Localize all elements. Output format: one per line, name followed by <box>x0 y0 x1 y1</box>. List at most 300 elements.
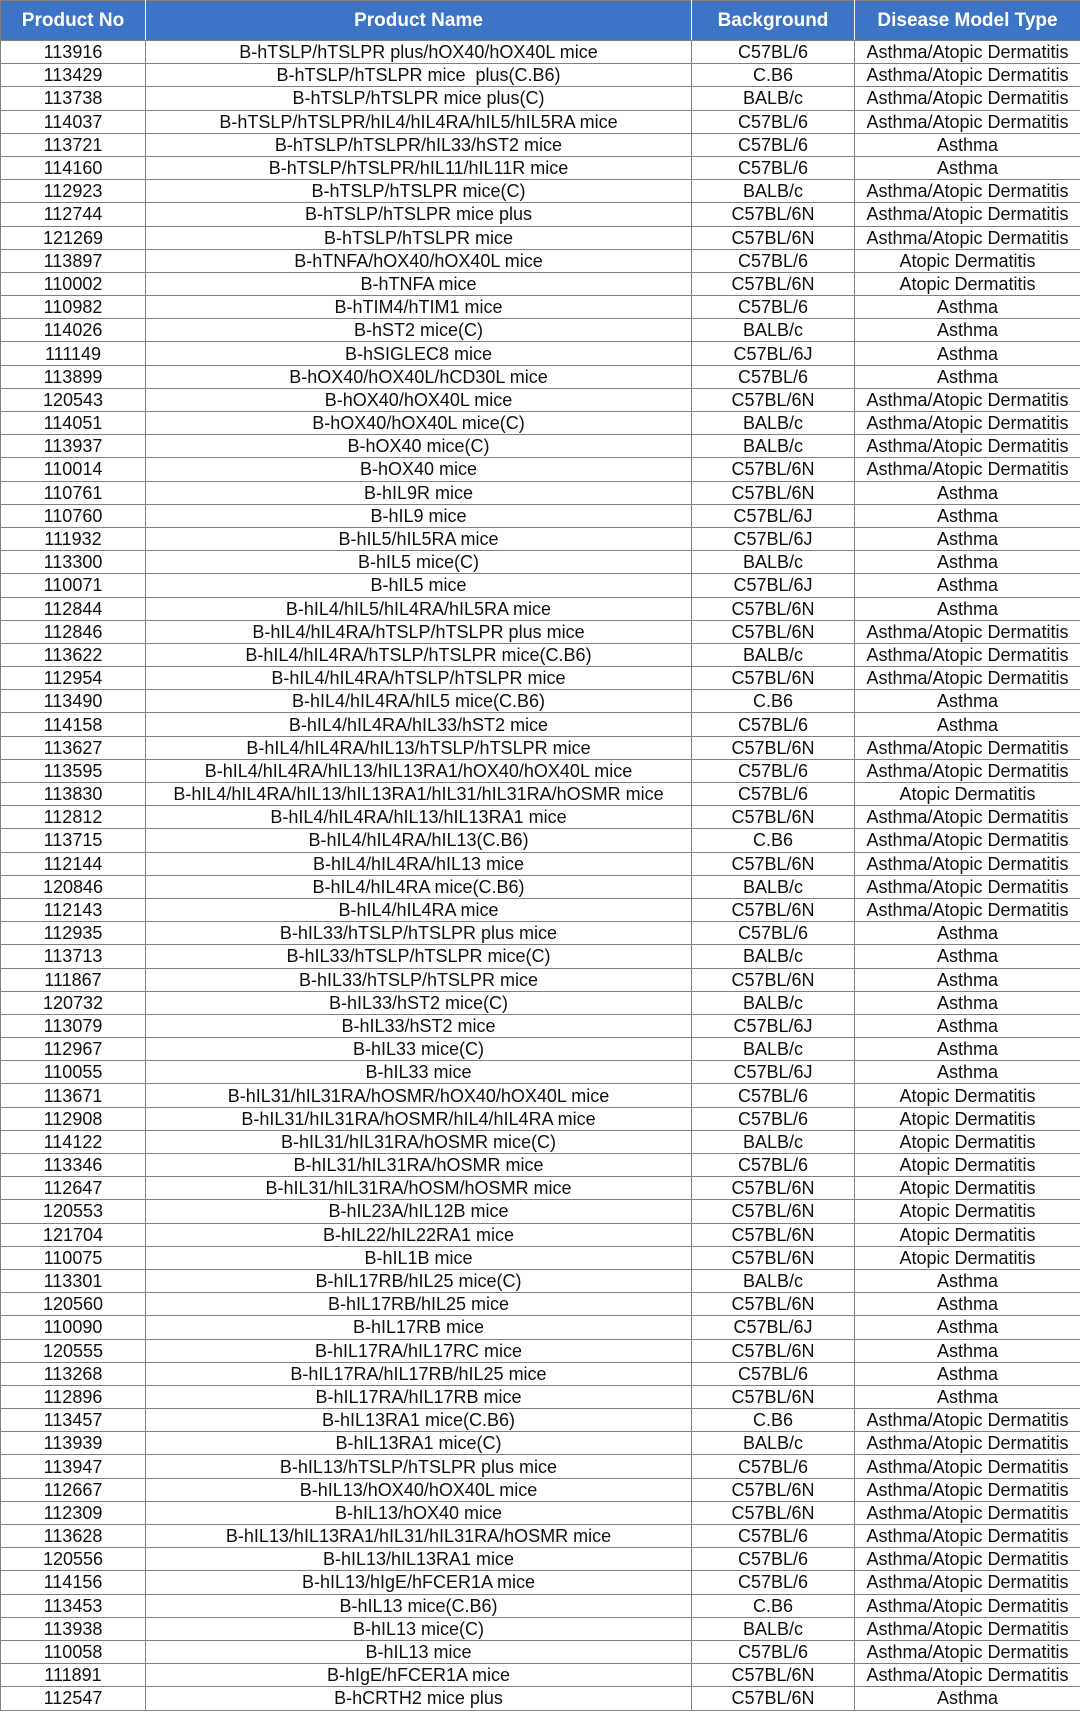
product-name-cell: B-hIL31/hIL31RA/hOSM/hOSMR mice <box>146 1177 692 1200</box>
background-cell: C57BL/6J <box>692 342 855 365</box>
disease-model-type-cell: Asthma <box>855 319 1080 342</box>
disease-model-type-cell: Asthma <box>855 296 1080 319</box>
product-no-cell: 113301 <box>1 1269 146 1292</box>
disease-model-type-cell: Atopic Dermatitis <box>855 1200 1080 1223</box>
disease-model-type-cell: Asthma/Atopic Dermatitis <box>855 852 1080 875</box>
background-cell: C57BL/6 <box>692 41 855 64</box>
product-no-cell: 111932 <box>1 527 146 550</box>
header-row <box>1 1 1080 41</box>
table-row <box>1 1316 1080 1339</box>
table-row <box>1 1130 1080 1153</box>
disease-model-type-cell: Asthma <box>855 365 1080 388</box>
table-row <box>1 1640 1080 1663</box>
product-name-cell: B-hIL13/hTSLP/hTSLPR plus mice <box>146 1455 692 1478</box>
product-name-cell: B-hIL13RA1 mice(C) <box>146 1432 692 1455</box>
product-name-cell: B-hTSLP/hTSLPR plus/hOX40/hOX40L mice <box>146 41 692 64</box>
disease-model-type-cell: Asthma/Atopic Dermatitis <box>855 1432 1080 1455</box>
background-cell: C57BL/6 <box>692 1525 855 1548</box>
product-no-cell: 112143 <box>1 898 146 921</box>
product-no-cell: 110982 <box>1 296 146 319</box>
background-cell: C57BL/6N <box>692 1385 855 1408</box>
disease-model-type-cell: Asthma <box>855 1061 1080 1084</box>
product-no-cell: 112923 <box>1 180 146 203</box>
product-name-cell: B-hTSLP/hTSLPR/hIL4/hIL4RA/hIL5/hIL5RA mice <box>146 110 692 133</box>
disease-model-type-cell: Atopic Dermatitis <box>855 1084 1080 1107</box>
product-no-cell: 113938 <box>1 1617 146 1640</box>
background-cell: C57BL/6 <box>692 156 855 179</box>
background-cell: C57BL/6N <box>692 1246 855 1269</box>
background-cell: C57BL/6 <box>692 296 855 319</box>
background-cell: BALB/c <box>692 991 855 1014</box>
table-row <box>1 806 1080 829</box>
table-row <box>1 1269 1080 1292</box>
product-name-cell: B-hIL33/hTSLP/hTSLPR mice(C) <box>146 945 692 968</box>
background-cell: C57BL/6N <box>692 388 855 411</box>
disease-model-type-cell: Atopic Dermatitis <box>855 1223 1080 1246</box>
background-cell: C57BL/6 <box>692 759 855 782</box>
disease-model-type-cell: Atopic Dermatitis <box>855 783 1080 806</box>
product-name-cell: B-hIL33/hST2 mice <box>146 1014 692 1037</box>
product-no-cell: 113453 <box>1 1594 146 1617</box>
disease-model-type-cell: Asthma/Atopic Dermatitis <box>855 643 1080 666</box>
background-cell: C57BL/6 <box>692 1640 855 1663</box>
background-cell: C57BL/6 <box>692 133 855 156</box>
product-name-cell: B-hIL17RB mice <box>146 1316 692 1339</box>
background-cell: C57BL/6 <box>692 249 855 272</box>
product-no-cell: 114158 <box>1 713 146 736</box>
background-cell: C57BL/6N <box>692 597 855 620</box>
background-cell: C57BL/6J <box>692 1061 855 1084</box>
table-row <box>1 249 1080 272</box>
table-row <box>1 829 1080 852</box>
product-name-cell: B-hCRTH2 mice plus <box>146 1687 692 1710</box>
product-name-cell: B-hIL4/hIL4RA mice <box>146 898 692 921</box>
table-row <box>1 643 1080 666</box>
product-name-cell: B-hIL9R mice <box>146 481 692 504</box>
disease-model-type-cell: Asthma <box>855 1362 1080 1385</box>
product-no-cell: 113671 <box>1 1084 146 1107</box>
disease-model-type-cell: Asthma/Atopic Dermatitis <box>855 1664 1080 1687</box>
table-row <box>1 1409 1080 1432</box>
product-name-cell: B-hIL4/hIL4RA/hIL13/hIL13RA1/hIL31/hIL31RA/hOSMR mice <box>146 783 692 806</box>
product-no-cell: 120553 <box>1 1200 146 1223</box>
disease-model-type-cell: Atopic Dermatitis <box>855 1154 1080 1177</box>
table-row <box>1 1223 1080 1246</box>
product-no-cell: 121704 <box>1 1223 146 1246</box>
table-row <box>1 435 1080 458</box>
disease-model-type-cell: Atopic Dermatitis <box>855 272 1080 295</box>
product-name-cell: B-hTSLP/hTSLPR mice plus <box>146 203 692 226</box>
background-cell: C.B6 <box>692 1594 855 1617</box>
disease-model-type-cell: Asthma <box>855 690 1080 713</box>
table-row <box>1 1339 1080 1362</box>
product-no-cell: 120732 <box>1 991 146 1014</box>
table-row <box>1 156 1080 179</box>
table-row <box>1 574 1080 597</box>
disease-model-type-cell: Asthma/Atopic Dermatitis <box>855 226 1080 249</box>
product-name-cell: B-hIL33 mice(C) <box>146 1038 692 1061</box>
product-no-cell: 120555 <box>1 1339 146 1362</box>
table-body <box>1 41 1080 1711</box>
product-name-cell: B-hIL13/hOX40 mice <box>146 1501 692 1524</box>
disease-model-type-cell: Asthma/Atopic Dermatitis <box>855 64 1080 87</box>
product-name-cell: B-hIL13 mice(C.B6) <box>146 1594 692 1617</box>
background-cell: C57BL/6 <box>692 1084 855 1107</box>
table-row <box>1 87 1080 110</box>
background-cell: C57BL/6N <box>692 806 855 829</box>
product-no-cell: 111867 <box>1 968 146 991</box>
table-row <box>1 1687 1080 1710</box>
disease-model-type-cell: Asthma/Atopic Dermatitis <box>855 1594 1080 1617</box>
product-no-cell: 112846 <box>1 620 146 643</box>
background-cell: C57BL/6N <box>692 1687 855 1710</box>
background-cell: C57BL/6N <box>692 736 855 759</box>
table-row <box>1 342 1080 365</box>
product-name-cell: B-hTSLP/hTSLPR/hIL33/hST2 mice <box>146 133 692 156</box>
disease-model-type-cell: Asthma/Atopic Dermatitis <box>855 87 1080 110</box>
table-row <box>1 759 1080 782</box>
product-no-cell: 113830 <box>1 783 146 806</box>
disease-model-type-cell: Asthma <box>855 1293 1080 1316</box>
product-no-cell: 120846 <box>1 875 146 898</box>
product-no-cell: 111149 <box>1 342 146 365</box>
product-no-cell: 113897 <box>1 249 146 272</box>
product-name-cell: B-hIL4/hIL4RA/hIL33/hST2 mice <box>146 713 692 736</box>
disease-model-type-cell: Asthma <box>855 991 1080 1014</box>
product-no-cell: 112812 <box>1 806 146 829</box>
background-cell: C.B6 <box>692 1409 855 1432</box>
product-no-cell: 114051 <box>1 412 146 435</box>
disease-model-type-cell: Asthma <box>855 597 1080 620</box>
table-header <box>1 1 1080 41</box>
product-name-cell: B-hIL5 mice <box>146 574 692 597</box>
table-row <box>1 1293 1080 1316</box>
product-name-cell: B-hIL4/hIL4RA/hIL13/hIL13RA1 mice <box>146 806 692 829</box>
table-row <box>1 412 1080 435</box>
background-cell: C57BL/6 <box>692 922 855 945</box>
table-row <box>1 133 1080 156</box>
column-header-product-no: Product No <box>1 1 146 41</box>
background-cell: C57BL/6N <box>692 481 855 504</box>
product-no-cell: 111891 <box>1 1664 146 1687</box>
product-no-cell: 121269 <box>1 226 146 249</box>
background-cell: C57BL/6N <box>692 1177 855 1200</box>
product-name-cell: B-hIL31/hIL31RA/hOSMR/hOX40/hOX40L mice <box>146 1084 692 1107</box>
product-name-cell: B-hST2 mice(C) <box>146 319 692 342</box>
background-cell: C57BL/6N <box>692 968 855 991</box>
product-no-cell: 113715 <box>1 829 146 852</box>
table-row <box>1 1177 1080 1200</box>
disease-model-type-cell: Asthma <box>855 1339 1080 1362</box>
background-cell: C57BL/6N <box>692 1664 855 1687</box>
disease-model-type-cell: Asthma/Atopic Dermatitis <box>855 1455 1080 1478</box>
table-row <box>1 991 1080 1014</box>
product-no-cell: 113721 <box>1 133 146 156</box>
product-no-cell: 113300 <box>1 551 146 574</box>
disease-model-type-cell: Asthma/Atopic Dermatitis <box>855 388 1080 411</box>
table-row <box>1 1594 1080 1617</box>
product-no-cell: 112744 <box>1 203 146 226</box>
disease-model-type-cell: Asthma/Atopic Dermatitis <box>855 1640 1080 1663</box>
table-row <box>1 852 1080 875</box>
product-name-cell: B-hIL13RA1 mice(C.B6) <box>146 1409 692 1432</box>
product-no-cell: 120560 <box>1 1293 146 1316</box>
product-name-cell: B-hIL17RA/hIL17RC mice <box>146 1339 692 1362</box>
table-row <box>1 875 1080 898</box>
table-row <box>1 922 1080 945</box>
product-name-cell: B-hIL33/hTSLP/hTSLPR plus mice <box>146 922 692 945</box>
product-name-cell: B-hIL23A/hIL12B mice <box>146 1200 692 1223</box>
table-row <box>1 1246 1080 1269</box>
table-row <box>1 1432 1080 1455</box>
product-no-cell: 112309 <box>1 1501 146 1524</box>
product-name-cell: B-hTNFA mice <box>146 272 692 295</box>
product-no-cell: 110002 <box>1 272 146 295</box>
table-row <box>1 551 1080 574</box>
table-row <box>1 527 1080 550</box>
table-row <box>1 1525 1080 1548</box>
background-cell: BALB/c <box>692 643 855 666</box>
product-no-cell: 113268 <box>1 1362 146 1385</box>
product-no-cell: 112144 <box>1 852 146 875</box>
table-row <box>1 458 1080 481</box>
table-row <box>1 690 1080 713</box>
table-row <box>1 180 1080 203</box>
column-header-disease-model-type: Disease Model Type <box>855 1 1080 41</box>
product-no-cell: 112908 <box>1 1107 146 1130</box>
product-no-cell: 113937 <box>1 435 146 458</box>
disease-model-type-cell: Asthma/Atopic Dermatitis <box>855 620 1080 643</box>
product-no-cell: 113457 <box>1 1409 146 1432</box>
background-cell: C57BL/6J <box>692 504 855 527</box>
disease-model-type-cell: Asthma/Atopic Dermatitis <box>855 829 1080 852</box>
table-row <box>1 1362 1080 1385</box>
product-name-cell: B-hIL4/hIL4RA/hTSLP/hTSLPR mice(C.B6) <box>146 643 692 666</box>
product-no-cell: 110058 <box>1 1640 146 1663</box>
product-name-cell: B-hOX40 mice(C) <box>146 435 692 458</box>
product-name-cell: B-hIL5 mice(C) <box>146 551 692 574</box>
product-no-cell: 113429 <box>1 64 146 87</box>
background-cell: C57BL/6 <box>692 110 855 133</box>
disease-model-type-cell: Atopic Dermatitis <box>855 1177 1080 1200</box>
background-cell: C57BL/6N <box>692 1293 855 1316</box>
disease-model-type-cell: Asthma/Atopic Dermatitis <box>855 806 1080 829</box>
table-row <box>1 783 1080 806</box>
disease-model-type-cell: Asthma/Atopic Dermatitis <box>855 875 1080 898</box>
product-name-cell: B-hIL31/hIL31RA/hOSMR/hIL4/hIL4RA mice <box>146 1107 692 1130</box>
disease-model-type-cell: Asthma <box>855 1385 1080 1408</box>
disease-model-type-cell: Asthma/Atopic Dermatitis <box>855 412 1080 435</box>
table-row <box>1 1154 1080 1177</box>
product-name-cell: B-hIL4/hIL5/hIL4RA/hIL5RA mice <box>146 597 692 620</box>
product-no-cell: 113627 <box>1 736 146 759</box>
product-no-cell: 110761 <box>1 481 146 504</box>
background-cell: C57BL/6N <box>692 1478 855 1501</box>
disease-model-type-cell: Asthma <box>855 968 1080 991</box>
product-name-cell: B-hTSLP/hTSLPR/hIL11/hIL11R mice <box>146 156 692 179</box>
disease-model-type-cell: Asthma <box>855 481 1080 504</box>
product-no-cell: 113899 <box>1 365 146 388</box>
background-cell: C57BL/6 <box>692 365 855 388</box>
table-row <box>1 1084 1080 1107</box>
product-no-cell: 110014 <box>1 458 146 481</box>
background-cell: C.B6 <box>692 690 855 713</box>
product-name-cell: B-hOX40 mice <box>146 458 692 481</box>
product-name-cell: B-hIL17RA/hIL17RB mice <box>146 1385 692 1408</box>
disease-model-type-cell: Asthma/Atopic Dermatitis <box>855 667 1080 690</box>
product-name-cell: B-hIL13/hIgE/hFCER1A mice <box>146 1571 692 1594</box>
product-no-cell: 120543 <box>1 388 146 411</box>
product-name-cell: B-hIL17RB/hIL25 mice(C) <box>146 1269 692 1292</box>
disease-model-type-cell: Atopic Dermatitis <box>855 1130 1080 1153</box>
background-cell: C57BL/6N <box>692 1200 855 1223</box>
background-cell: BALB/c <box>692 435 855 458</box>
table-row <box>1 1061 1080 1084</box>
product-name-cell: B-hIL13/hOX40/hOX40L mice <box>146 1478 692 1501</box>
table-row <box>1 110 1080 133</box>
disease-model-type-cell: Asthma/Atopic Dermatitis <box>855 110 1080 133</box>
product-no-cell: 112954 <box>1 667 146 690</box>
product-name-cell: B-hIL9 mice <box>146 504 692 527</box>
background-cell: C.B6 <box>692 64 855 87</box>
disease-model-type-cell: Asthma <box>855 1269 1080 1292</box>
background-cell: BALB/c <box>692 1269 855 1292</box>
disease-model-type-cell: Asthma <box>855 527 1080 550</box>
product-no-cell: 112667 <box>1 1478 146 1501</box>
background-cell: C57BL/6J <box>692 527 855 550</box>
background-cell: C57BL/6N <box>692 667 855 690</box>
product-name-cell: B-hIL5/hIL5RA mice <box>146 527 692 550</box>
product-no-cell: 110071 <box>1 574 146 597</box>
disease-model-type-cell: Asthma/Atopic Dermatitis <box>855 41 1080 64</box>
disease-model-type-cell: Asthma/Atopic Dermatitis <box>855 1548 1080 1571</box>
product-name-cell: B-hIL17RB/hIL25 mice <box>146 1293 692 1316</box>
table-row <box>1 481 1080 504</box>
background-cell: C57BL/6 <box>692 1107 855 1130</box>
product-name-cell: B-hIL13 mice <box>146 1640 692 1663</box>
product-name-cell: B-hIL33/hST2 mice(C) <box>146 991 692 1014</box>
background-cell: BALB/c <box>692 945 855 968</box>
table-row <box>1 1038 1080 1061</box>
disease-model-type-cell: Asthma/Atopic Dermatitis <box>855 203 1080 226</box>
column-header-product-name: Product Name <box>146 1 692 41</box>
product-name-cell: B-hTNFA/hOX40/hOX40L mice <box>146 249 692 272</box>
table-row <box>1 597 1080 620</box>
product-no-cell: 114037 <box>1 110 146 133</box>
product-no-cell: 114156 <box>1 1571 146 1594</box>
disease-model-type-cell: Asthma <box>855 945 1080 968</box>
table-row <box>1 1664 1080 1687</box>
table-row <box>1 41 1080 64</box>
product-no-cell: 110075 <box>1 1246 146 1269</box>
table-row <box>1 272 1080 295</box>
product-name-cell: B-hIL17RA/hIL17RB/hIL25 mice <box>146 1362 692 1385</box>
background-cell: C57BL/6N <box>692 898 855 921</box>
product-name-cell: B-hTSLP/hTSLPR mice <box>146 226 692 249</box>
disease-model-type-cell: Asthma <box>855 1687 1080 1710</box>
background-cell: BALB/c <box>692 1130 855 1153</box>
product-no-cell: 113738 <box>1 87 146 110</box>
product-name-cell: B-hIL4/hIL4RA/hIL13/hIL13RA1/hOX40/hOX40L mice <box>146 759 692 782</box>
product-name-cell: B-hIL31/hIL31RA/hOSMR mice <box>146 1154 692 1177</box>
disease-model-type-cell: Asthma/Atopic Dermatitis <box>855 458 1080 481</box>
product-no-cell: 112935 <box>1 922 146 945</box>
background-cell: C57BL/6N <box>692 852 855 875</box>
background-cell: C57BL/6N <box>692 1501 855 1524</box>
product-name-cell: B-hIL4/hIL4RA/hIL5 mice(C.B6) <box>146 690 692 713</box>
table-row <box>1 713 1080 736</box>
background-cell: C.B6 <box>692 829 855 852</box>
background-cell: BALB/c <box>692 180 855 203</box>
disease-model-type-cell: Asthma <box>855 574 1080 597</box>
table-row <box>1 945 1080 968</box>
table-row <box>1 365 1080 388</box>
background-cell: BALB/c <box>692 875 855 898</box>
product-no-cell: 110055 <box>1 1061 146 1084</box>
background-cell: C57BL/6 <box>692 783 855 806</box>
background-cell: C57BL/6J <box>692 1316 855 1339</box>
disease-model-type-cell: Asthma/Atopic Dermatitis <box>855 759 1080 782</box>
background-cell: BALB/c <box>692 87 855 110</box>
disease-model-type-cell: Asthma/Atopic Dermatitis <box>855 1409 1080 1432</box>
product-name-cell: B-hTSLP/hTSLPR mice plus(C) <box>146 87 692 110</box>
table-row <box>1 898 1080 921</box>
table-row <box>1 968 1080 991</box>
background-cell: BALB/c <box>692 412 855 435</box>
product-name-cell: B-hIL4/hIL4RA/hIL13 mice <box>146 852 692 875</box>
table-row <box>1 1571 1080 1594</box>
background-cell: BALB/c <box>692 1617 855 1640</box>
disease-model-type-cell: Asthma/Atopic Dermatitis <box>855 1525 1080 1548</box>
product-name-cell: B-hIL4/hIL4RA/hIL13/hTSLP/hTSLPR mice <box>146 736 692 759</box>
background-cell: C57BL/6N <box>692 1339 855 1362</box>
product-no-cell: 113628 <box>1 1525 146 1548</box>
disease-model-type-cell: Atopic Dermatitis <box>855 1246 1080 1269</box>
background-cell: C57BL/6 <box>692 1455 855 1478</box>
disease-model-type-cell: Asthma/Atopic Dermatitis <box>855 1617 1080 1640</box>
product-name-cell: B-hIL4/hIL4RA/hTSLP/hTSLPR plus mice <box>146 620 692 643</box>
disease-model-type-cell: Asthma/Atopic Dermatitis <box>855 1478 1080 1501</box>
table-row <box>1 736 1080 759</box>
disease-model-type-cell: Asthma <box>855 133 1080 156</box>
disease-model-type-cell: Atopic Dermatitis <box>855 1107 1080 1130</box>
background-cell: C57BL/6J <box>692 1014 855 1037</box>
disease-model-type-cell: Asthma <box>855 551 1080 574</box>
product-no-cell: 114122 <box>1 1130 146 1153</box>
background-cell: BALB/c <box>692 1038 855 1061</box>
product-name-cell: B-hTSLP/hTSLPR mice plus(C.B6) <box>146 64 692 87</box>
product-no-cell: 112547 <box>1 1687 146 1710</box>
table-row <box>1 203 1080 226</box>
product-name-cell: B-hIL4/hIL4RA/hIL13(C.B6) <box>146 829 692 852</box>
background-cell: C57BL/6 <box>692 713 855 736</box>
table-row <box>1 1478 1080 1501</box>
background-cell: BALB/c <box>692 319 855 342</box>
background-cell: C57BL/6 <box>692 1154 855 1177</box>
product-name-cell: B-hTIM4/hTIM1 mice <box>146 296 692 319</box>
disease-model-type-cell: Asthma <box>855 713 1080 736</box>
background-cell: C57BL/6N <box>692 1223 855 1246</box>
disease-model-type-cell: Asthma/Atopic Dermatitis <box>855 1501 1080 1524</box>
product-no-cell: 112896 <box>1 1385 146 1408</box>
background-cell: C57BL/6J <box>692 574 855 597</box>
disease-model-type-cell: Asthma/Atopic Dermatitis <box>855 1571 1080 1594</box>
product-name-cell: B-hIL13/hIL13RA1 mice <box>146 1548 692 1571</box>
table-row <box>1 388 1080 411</box>
product-name-cell: B-hIL33 mice <box>146 1061 692 1084</box>
product-name-cell: B-hIL33/hTSLP/hTSLPR mice <box>146 968 692 991</box>
table-row <box>1 1501 1080 1524</box>
